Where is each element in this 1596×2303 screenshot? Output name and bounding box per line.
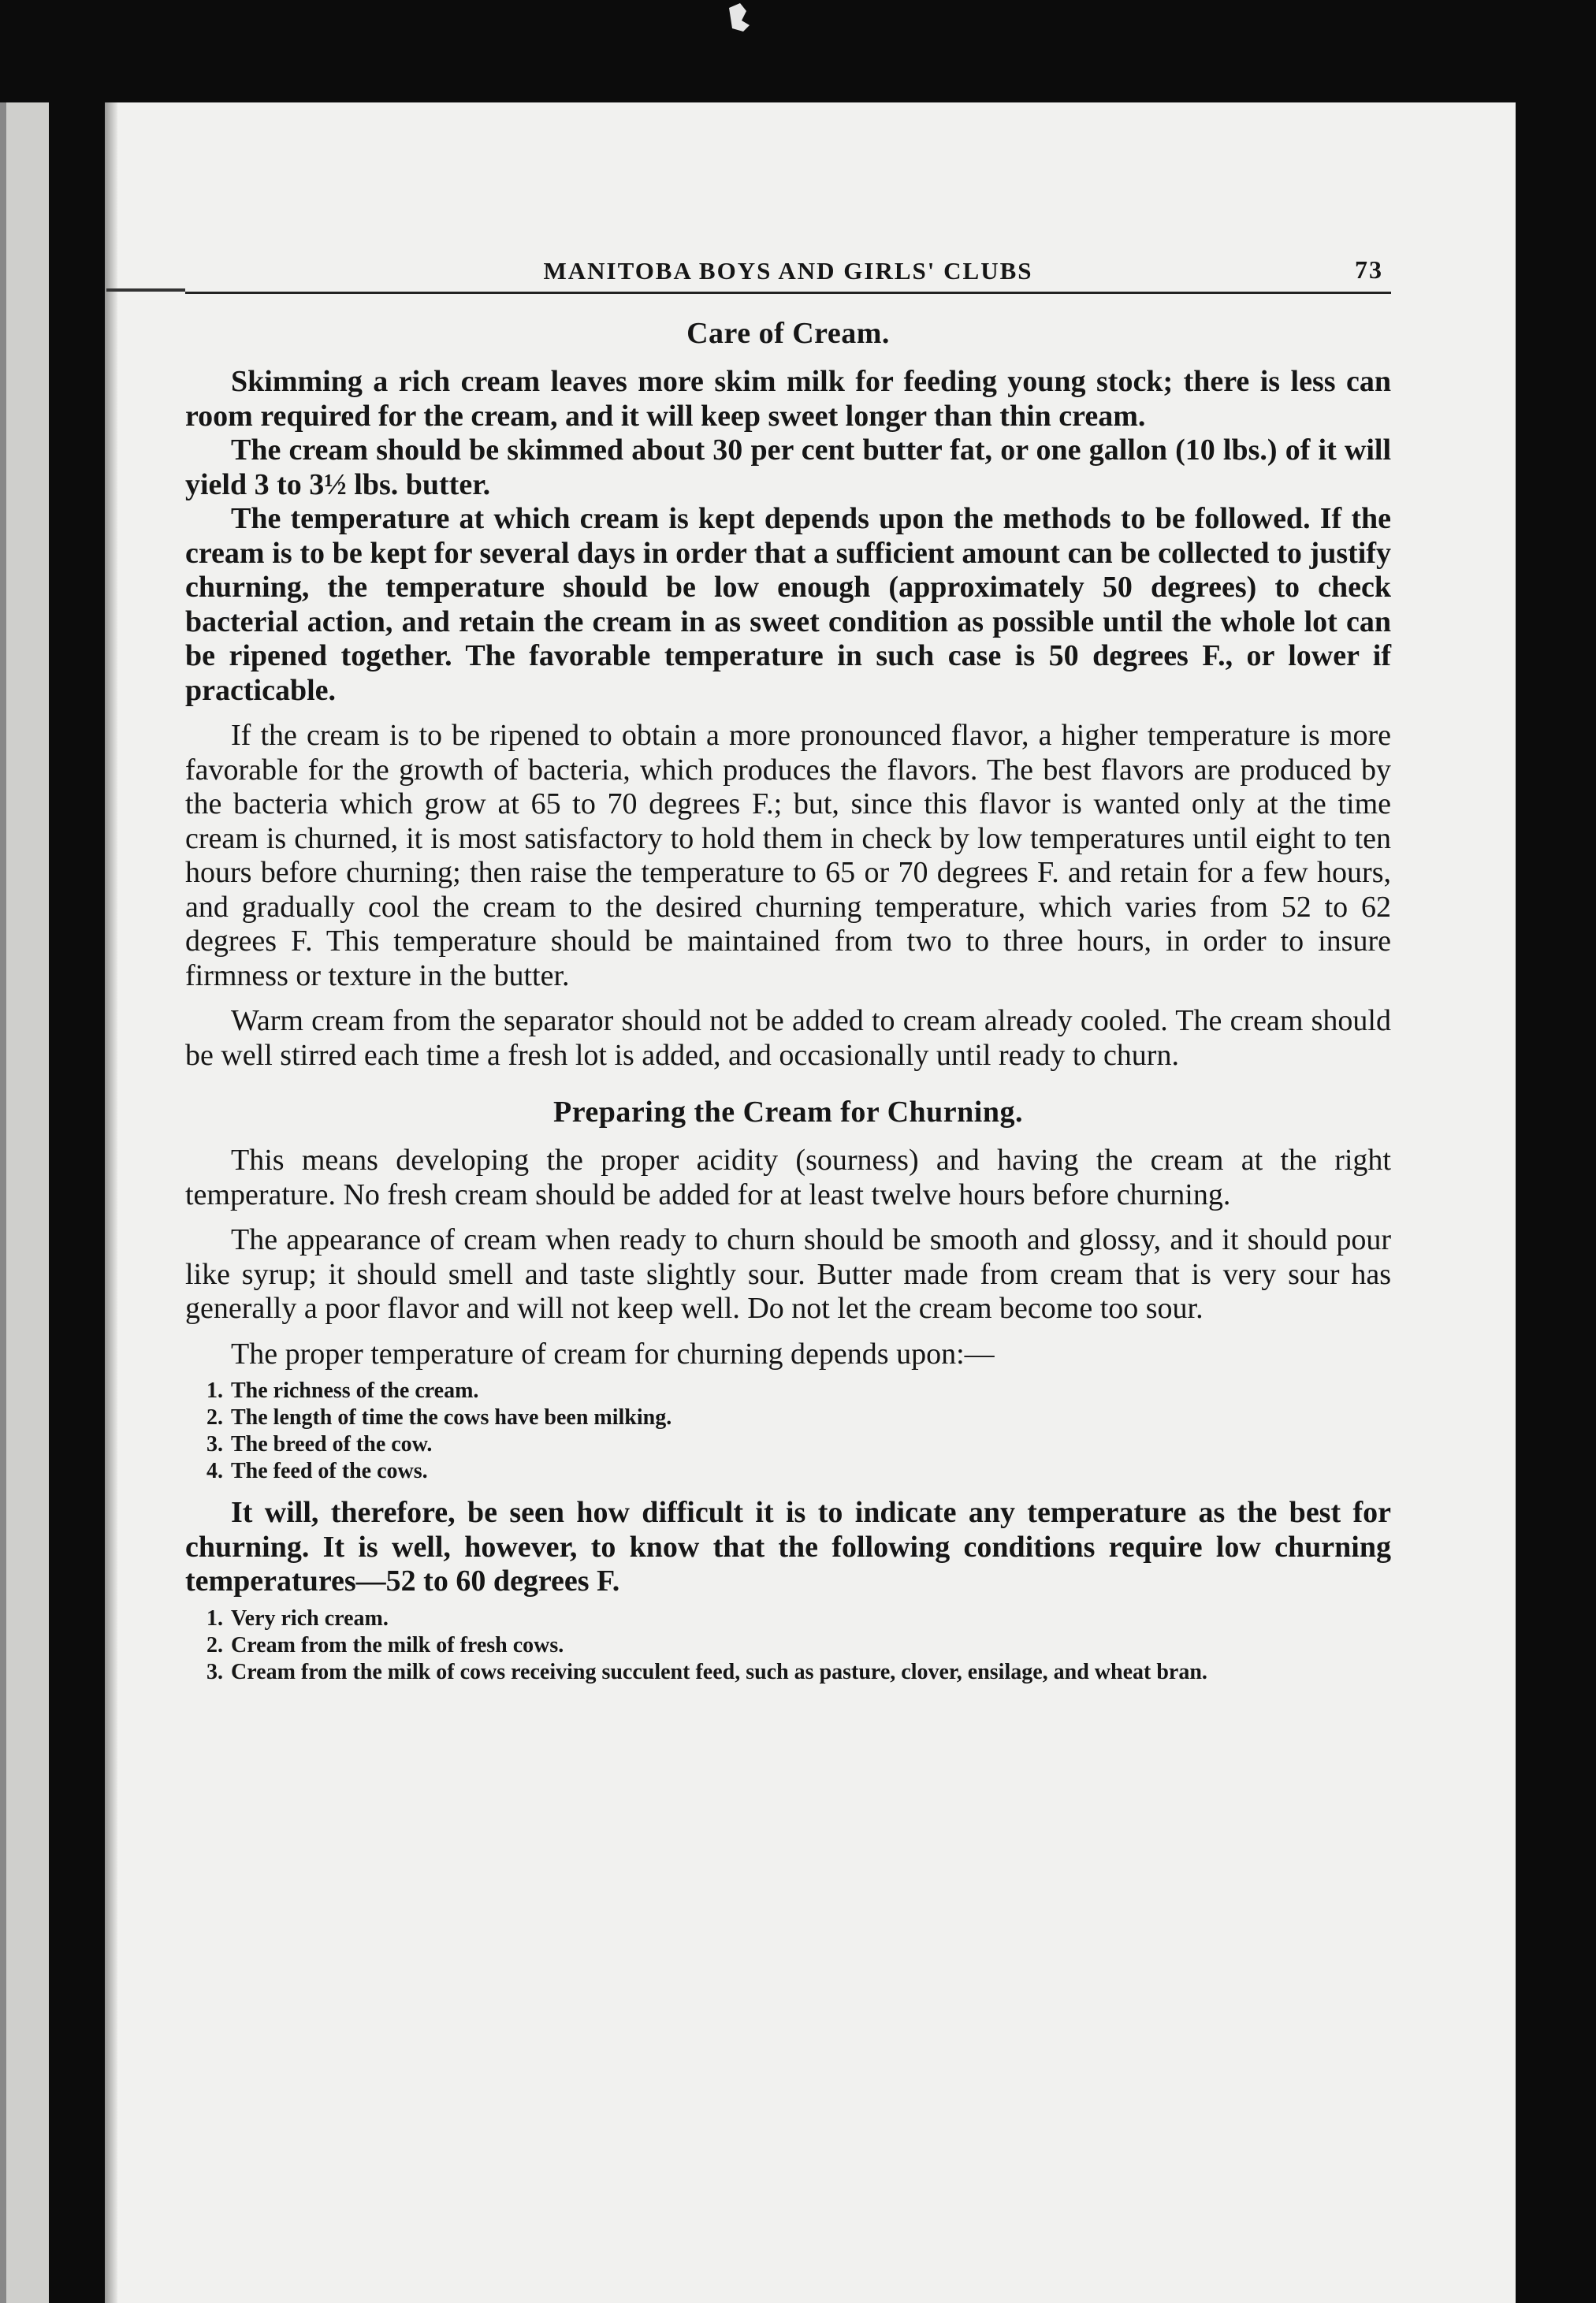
paragraph: If the cream is to be ripened to obtain a more pronounced flavor, a higher temperature is more favorable for the growth of bacteria, which produces the flavors. The best flavors are produced by the bacteria which grow at 65 to 70 degrees F.; but, since this flavor is wanted only at the time cream is churned, it is most satisfactory to hold them in check by low temperatures until eight to ten hours before churning; then raise the temperature to 65 or 70 degrees F. and retain for a few hours, and gradually cool the cream to the desired churning temperature, which varies from 52 to 62 degrees F. This temperature should be maintained from two to three hours, in order to insure firmness or texture in the butter.	[185, 719, 1391, 992]
paragraph: The appearance of cream when ready to churn should be smooth and glossy, and it should pour like syrup; it should smell and taste slightly sour. Butter made from cream that is very sour has generally a poor flavor and will not keep well. Do not let the cream become too sour.	[185, 1223, 1391, 1325]
text-column	[185, 252, 1391, 1686]
paragraph: Warm cream from the separator should not be added to cream already cooled. The cream should be well stirred each time a fresh lot is added, and occasionally until ready to churn.	[185, 1004, 1391, 1072]
list-item: 4. The feed of the cows.	[206, 1459, 428, 1483]
paragraph: It will, therefore, be seen how difficult it is to indicate any temperature as the best for churning. It is well, however, to know that the following conditions require low churning temperatures—52 to 60 degrees F.	[185, 1496, 1391, 1598]
paragraph: The cream should be skimmed about 30 per cent butter fat, or one gallon (10 lbs.) of it will yield 3 to 3½ lbs. butter.	[185, 433, 1391, 501]
factor-list	[185, 1378, 1391, 1485]
paragraph: Skimming a rich cream leaves more skim milk for feeding young stock; there is less can room required for the cream, and it will keep sweet longer than thin cream.	[185, 365, 1391, 433]
list-item: 3. The breed of the cow.	[206, 1432, 433, 1457]
list-intro: The proper temperature of cream for churning depends upon:—	[231, 1337, 995, 1371]
header-rule-left	[106, 288, 185, 292]
list-item: 2. Cream from the milk of fresh cows.	[206, 1632, 564, 1657]
conditions-list	[185, 1605, 1391, 1686]
list-item: 2. The length of time the cows have been milking.	[206, 1405, 672, 1430]
list-item: 1. The richness of the cream.	[206, 1378, 479, 1403]
book-page	[105, 102, 1516, 2303]
running-head	[185, 252, 1391, 294]
section-heading-care-of-cream: Care of Cream.	[686, 317, 890, 350]
page-gutter-shadow	[105, 102, 117, 2303]
paragraph: This means developing the proper acidity (sourness) and having the cream at the right temperature. No fresh cream should be added for at least twelve hours before churning.	[185, 1144, 1391, 1211]
list-item: 1. Very rich cream.	[206, 1605, 389, 1631]
paragraph: The temperature at which cream is kept depends upon the methods to be followed. If the cream is to be kept for several days in order that a sufficient amount can be collected to justify churning, the temperature should be low enough (approximately 50 degrees) to check bacterial action, and retain the cream in as sweet condition as possible until the whole lot can be ripened together. The favorable temperature in such case is 50 degrees F., or lower if practicable.	[185, 502, 1391, 707]
running-head-title: MANITOBA BOYS AND GIRLS' CLUBS	[543, 257, 1033, 285]
list-item: 3. Cream from the milk of cows receiving succulent feed, such as pasture, clover, ensilage, and wheat bran.	[206, 1659, 1207, 1684]
section-heading-preparing-cream: Preparing the Cream for Churning.	[553, 1096, 1023, 1129]
page-number: 73	[1355, 255, 1383, 284]
